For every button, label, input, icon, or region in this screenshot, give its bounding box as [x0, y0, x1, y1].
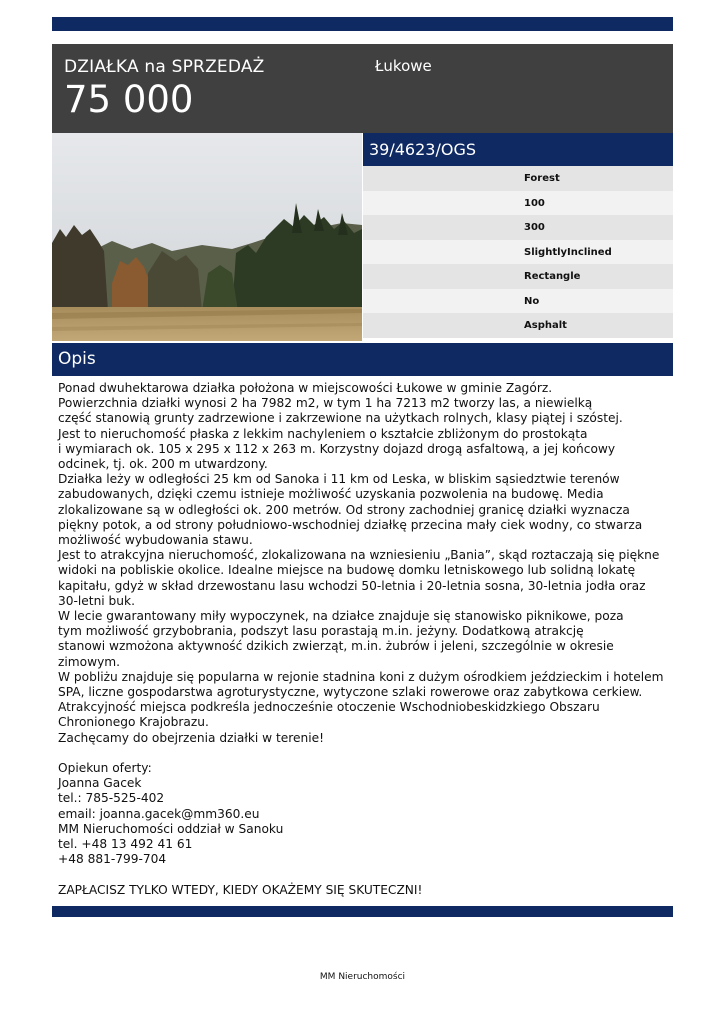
description-line: stanowi wzmożona aktywność dzikich zwierząt, m.in. żubrów i jeleni, szczególnie w okresie	[58, 639, 614, 654]
param-value: 100	[524, 197, 545, 209]
param-value: SlightlyInclined	[524, 246, 612, 258]
offer-price: 75 000	[64, 78, 194, 121]
closing-statement: ZAPŁACISZ TYLKO WTEDY, KIEDY OKAŻEMY SIĘ SKUTECZNI!	[58, 882, 423, 897]
offer-header	[52, 44, 673, 133]
description-line: zabudowanych, dzięki czemu istnieje możliwość uzyskania pozwolenia na budowę. Media	[58, 487, 604, 502]
param-row	[363, 264, 673, 289]
param-value: Forest	[524, 173, 560, 184]
description-line: zimowym.	[58, 654, 121, 669]
description-header	[52, 343, 673, 376]
landscape-photo-icon	[52, 133, 362, 341]
description-line: możliwość wybudowania stawu.	[58, 533, 253, 548]
description-line: kapitału, gdyż w skład drzewostanu lasu wchodzi 50-letnia i 20-letnia sosna, 30-letnia jodła oraz	[58, 578, 646, 593]
param-value: Rectangle	[524, 271, 581, 282]
description-line: piękny potok, a od strony południowo-wschodniej działkę przecina mały ciek wodny, co stwarza	[58, 517, 643, 532]
description-line: Atrakcyjność miejsca podkreśla jednocześnie otoczenie Wschodniobeskidzkiego Obszaru	[58, 700, 600, 715]
description-line: Działka leży w odległości 25 km od Sanoka i 11 km od Leska, w bliskim sąsiedztwie terenów	[58, 472, 620, 487]
contact-line: tel.: 785-525-402	[58, 791, 165, 806]
description-line: odcinek, tj. ok. 200 m utwardzony.	[58, 457, 268, 472]
contact-line: tel. +48 13 492 41 61	[58, 837, 193, 852]
param-row	[363, 191, 673, 216]
param-row	[363, 215, 673, 240]
contact-info	[58, 761, 670, 867]
contact-line: +48 881-799-704	[58, 852, 167, 867]
offer-location: Łukowe	[375, 57, 432, 75]
description-line: Chronionego Krajobrazu.	[58, 715, 209, 730]
description-line: tym możliwość grzybobrania, podszyt lasu porastają m.in. jeżyny. Dodatkową atrakcję	[58, 624, 584, 639]
footer-company: MM Nieruchomości	[319, 972, 406, 982]
spacer	[58, 867, 670, 882]
param-value: No	[524, 295, 540, 307]
contact-line: email: joanna.gacek@mm360.eu	[58, 806, 260, 821]
description-title: Opis	[58, 349, 96, 369]
offer-type: DZIAŁKA na SPRZEDAŻ	[64, 57, 265, 77]
description-line: Zachęcamy do obejrzenia działki w terenie!	[58, 730, 324, 745]
contact-line: Joanna Gacek	[58, 776, 142, 791]
description-line: część stanowią grunty zadrzewione i zakrzewione na użytkach rolnych, klasy piątej i szóstej.	[58, 411, 623, 426]
description-line: zlokalizowane są w odległości ok. 200 metrów. Od strony zachodniej granicę działki wyznacza	[58, 502, 630, 517]
description-line: Jest to atrakcyjna nieruchomość, zlokalizowana na wzniesieniu „Bania”, skąd roztaczają się piękne	[58, 548, 660, 563]
spacer	[58, 746, 670, 761]
description-line: i wymiarach ok. 105 x 295 x 112 x 263 m. Korzystny dojazd drogą asfaltową, a jej końcowy	[58, 441, 616, 456]
description-line: W pobliżu znajduje się popularna w rejonie stadnina koni z dużym ośrodkiem jeździeckim i hotelem	[58, 669, 664, 684]
description-line: widoki na pobliskie okolice. Idealne miejsce na budowę domku letniskowego lub solidną lokatę	[58, 563, 636, 578]
description-line: W lecie gwarantowany miły wypoczynek, na działce znajduje się stanowisko piknikowe, poza	[58, 609, 624, 624]
param-row	[363, 166, 673, 191]
param-row	[363, 313, 673, 338]
reference-bar	[363, 133, 673, 166]
description-body	[58, 381, 670, 898]
contact-line: MM Nieruchomości oddział w Sanoku	[58, 821, 284, 836]
param-value: Asphalt	[524, 320, 567, 331]
description-line: Jest to nieruchomość płaska z lekkim nachyleniem o kształcie zbliżonym do prostokąta	[58, 426, 588, 441]
description-line: Powierzchnia działki wynosi 2 ha 7982 m2, w tym 1 ha 7213 m2 tworzy las, a niewielką	[58, 396, 593, 411]
bottom-accent-bar	[52, 906, 673, 917]
description-line: 30-letni buk.	[58, 593, 135, 608]
param-row	[363, 289, 673, 314]
param-row	[363, 240, 673, 265]
description-line: Ponad dwuhektarowa działka położona w miejscowości Łukowe w gminie Zagórz.	[58, 381, 553, 395]
top-accent-bar	[52, 17, 673, 31]
param-value: 300	[524, 222, 545, 233]
parameters-table	[363, 166, 673, 338]
offer-reference: 39/4623/OGS	[369, 140, 477, 159]
description-line: SPA, liczne gospodarstwa agroturystyczne, wytyczone szlaki rowerowe oraz zabytkowa cerkiew.	[58, 685, 643, 700]
description-text	[58, 381, 670, 746]
contact-line: Opiekun oferty:	[58, 761, 152, 776]
property-photo	[52, 133, 362, 341]
